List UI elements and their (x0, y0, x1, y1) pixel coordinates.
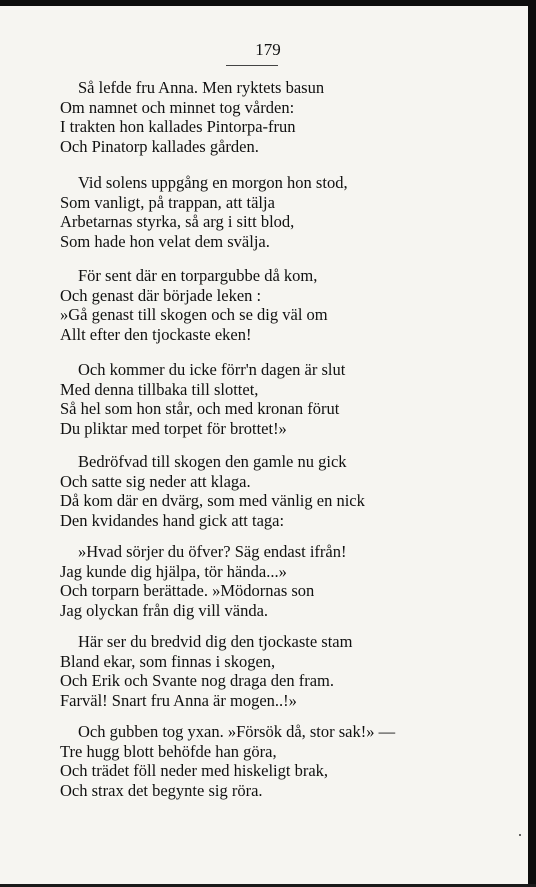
poem-line: Du pliktar med torpet för brottet!» (60, 418, 287, 438)
stanza-5 (60, 452, 460, 530)
poem-line: Bedröfvad till skogen den gamle nu gick (78, 452, 347, 471)
poem-line: Och gubben tog yxan. »Försök då, stor sak!» — (78, 722, 396, 741)
page-number-rule (226, 65, 278, 66)
poem-line: Och satte sig neder att klaga. (60, 471, 251, 491)
poem-line: Här ser du bredvid dig den tjockaste stam (78, 632, 353, 651)
poem-line: Jag kunde dig hjälpa, tör hända...» (60, 561, 287, 581)
poem-line: Då kom där en dvärg, som med vänlig en nick (60, 491, 365, 510)
poem-line: Och trädet föll neder med hiskeligt brak, (60, 761, 329, 780)
poem-line: Bland ekar, som finnas i skogen, (60, 651, 276, 671)
scan-top-border (0, 0, 536, 6)
poem-line: För sent där en torpargubbe då kom, (78, 266, 318, 285)
poem-line: Allt efter den tjockaste eken! (60, 324, 252, 344)
scan-right-border (528, 0, 536, 887)
poem-line: Så lefde fru Anna. Men ryktets basun (78, 78, 325, 97)
stanza-1 (60, 78, 460, 156)
poem-line: »Hvad sörjer du öfver? Säg endast ifrån! (78, 542, 347, 561)
poem-line: Och strax det begynte sig röra. (60, 780, 263, 800)
poem-line: Som vanligt, på trappan, att tälja (60, 192, 275, 212)
poem-line: Så hel som hon står, och med kronan förut (60, 399, 340, 418)
poem-line: Och Pinatorp kallades gården. (60, 136, 259, 156)
stanza-7 (60, 632, 460, 710)
stanza-3 (60, 266, 460, 344)
page-number: 179 (255, 40, 281, 59)
stanza-2 (60, 173, 460, 251)
stanza-6 (60, 542, 460, 620)
poem-line: Om namnet och minnet tog vården: (60, 97, 295, 117)
poem-line: Och kommer du icke förr'n dagen är slut (78, 360, 346, 379)
poem-line: Farväl! Snart fru Anna är mogen..!» (60, 690, 297, 710)
stanza-8 (60, 722, 460, 800)
poem-line: Den kvidandes hand gick att taga: (60, 510, 285, 530)
poem-line: Som hade hon velat dem svälja. (60, 231, 270, 251)
poem-line: Och Erik och Svante nog draga den fram. (60, 671, 334, 690)
poem-line: Och torparn berättade. »Mödornas son (60, 581, 315, 600)
scan-speck (519, 834, 521, 836)
poem-line: Jag olyckan från dig vill vända. (60, 600, 269, 620)
poem-line: Arbetarnas styrka, så arg i sitt blod, (60, 212, 295, 231)
poem-line: I trakten hon kallades Pintorpa-frun (60, 117, 296, 136)
stanza-4 (60, 360, 460, 438)
poem-line: Tre hugg blott behöfde han göra, (60, 741, 277, 761)
poem-line: Och genast där började leken : (60, 285, 262, 305)
poem-line: Med denna tillbaka till slottet, (60, 379, 259, 399)
poem-line: »Gå genast till skogen och se dig väl om (60, 305, 328, 324)
poem-line: Vid solens uppgång en morgon hon stod, (78, 173, 348, 192)
